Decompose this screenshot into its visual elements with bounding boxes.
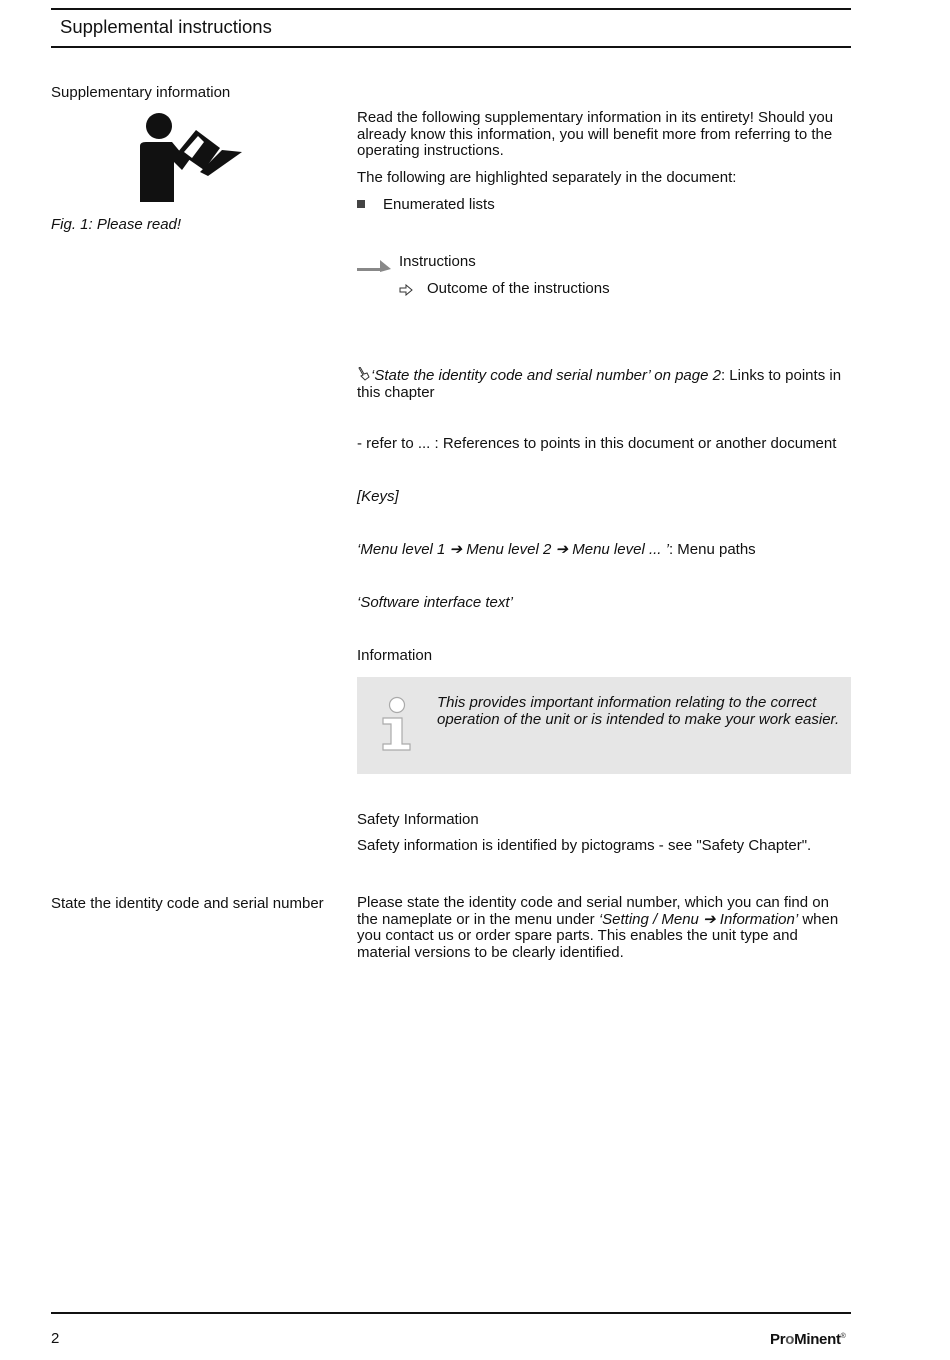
info-icon (380, 696, 412, 752)
page-title: Supplemental instructions (60, 16, 272, 37)
identity-text-after: when you contact us or order spare parts. This enables the unit type and material versions to be clearly identified. (357, 910, 839, 961)
software-text-example: ‘Software interface text’ (357, 594, 513, 611)
instructions-label: Instructions (399, 253, 476, 270)
menu-path-example (357, 542, 851, 559)
identity-menu-ref: ‘Setting / Menu ➔ Information’ (598, 910, 799, 928)
instruction-arrow-icon (357, 257, 393, 273)
menu-path-text: ‘Menu level 1 ➔ Menu level 2 ➔ Menu level ... ’ (357, 541, 669, 558)
header-bottom-rule (51, 46, 851, 48)
page-number: 2 (51, 1330, 60, 1347)
link-text[interactable]: ‘State the identity code and serial number’ on page 2 (371, 367, 721, 384)
identity-paragraph (357, 895, 851, 961)
link-hand-icon (357, 367, 371, 381)
highlight-intro: The following are highlighted separately in the document: (357, 169, 737, 186)
reading-person-icon (138, 112, 246, 204)
section-title-supplementary: Supplementary information (51, 84, 231, 101)
link-suffix: : Links to points in this chapter (357, 367, 842, 401)
safety-heading: Safety Information (357, 811, 479, 828)
outcome-label: Outcome of the instructions (427, 280, 610, 297)
bullet-item-text: Enumerated lists (383, 196, 495, 213)
section-title-identity: State the identity code and serial number (51, 895, 324, 912)
information-heading: Information (357, 647, 433, 664)
header-top-rule (51, 8, 851, 10)
menu-path-suffix: : Menu paths (668, 541, 756, 558)
keys-example: [Keys] (357, 488, 399, 505)
link-example (357, 367, 851, 401)
square-bullet-icon (357, 200, 365, 208)
figure-caption: Fig. 1: Please read! (51, 216, 182, 233)
refer-example: - refer to ... : References to points in this document or another document (357, 435, 837, 452)
prominent-logo: ProMinent® (770, 1331, 846, 1348)
intro-paragraph: Read the following supplementary information in its entirety! Should you already know this information, you will benefit more from referring to the operating instructions. (357, 109, 834, 159)
footer-rule (51, 1312, 851, 1314)
bullet-list-item (357, 197, 851, 214)
safety-text: Safety information is identified by pictograms - see "Safety Chapter". (357, 837, 812, 854)
outcome-arrow-icon (399, 284, 413, 296)
information-box-text: This provides important information relating to the correct operation of the unit or is intended to make your work easier. (437, 694, 840, 728)
identity-text-before: Please state the identity code and serial number, which you can find on the nameplate or in the menu under (357, 894, 829, 928)
